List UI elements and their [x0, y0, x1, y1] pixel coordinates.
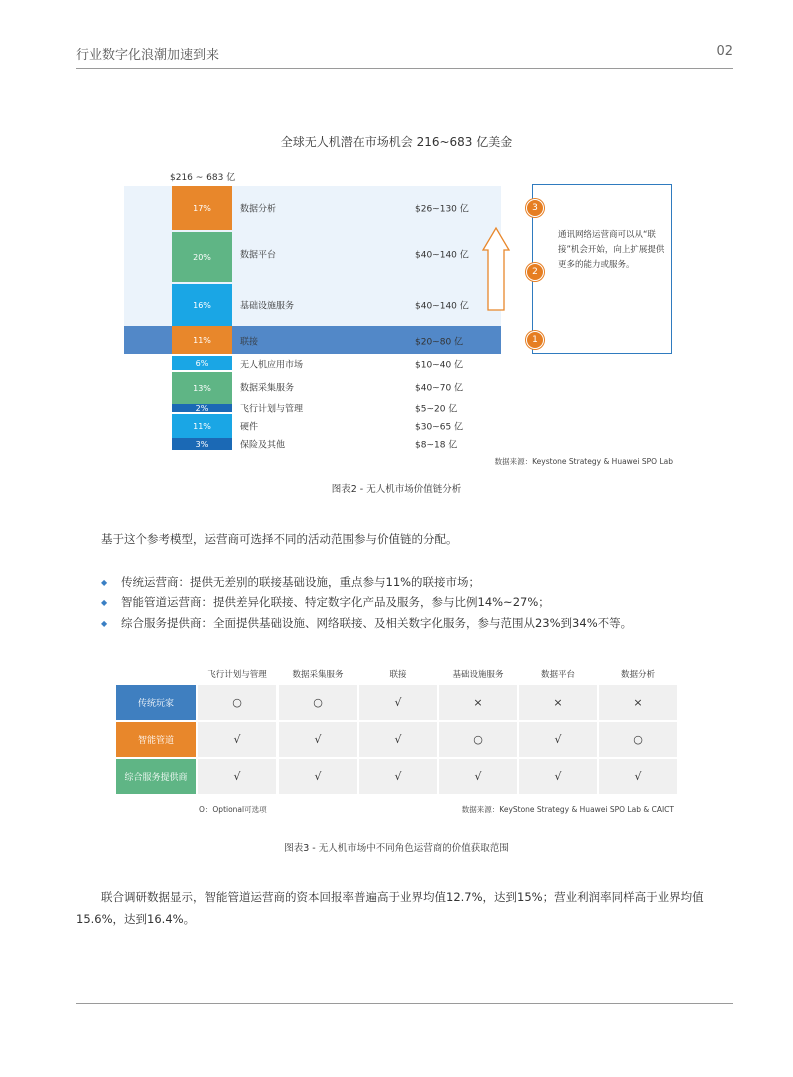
- table-column-header: 数据平台: [540, 670, 575, 680]
- table-cell: √: [439, 759, 517, 794]
- table-row-header: 综合服务提供商: [116, 759, 196, 794]
- table-cell: √: [599, 759, 677, 794]
- segment-label: 硬件: [240, 422, 259, 433]
- segment-label: 无人机应用市场: [240, 360, 304, 371]
- figure2-caption: 图表2 - 无人机市场价值链分析: [331, 484, 462, 495]
- segment-value: $30~65 亿: [415, 422, 464, 433]
- step-circle-1: 1: [526, 331, 544, 349]
- table-column-header: 数据采集服务: [292, 670, 344, 680]
- segment-percent: 11%: [193, 335, 211, 345]
- segment-label: 数据平台: [240, 250, 277, 261]
- step-circle-3: 3: [526, 199, 544, 217]
- segment-bar: [172, 232, 232, 282]
- figure3-legend-note: O：Optional可选项: [199, 805, 267, 814]
- bullet-item: 综合服务提供商：全面提供基础设施、网络联接、及相关数字化服务，参与范围从23%到34%不等。: [121, 616, 633, 630]
- segment-percent: 6%: [195, 358, 209, 368]
- segment-percent: 16%: [193, 300, 211, 310]
- figure3-source: 数据来源：KeyStone Strategy & Huawei SPO Lab & CAICT: [461, 805, 674, 814]
- segment-value: $40~140 亿: [415, 250, 469, 261]
- table-cell: √: [359, 759, 437, 794]
- table-column-header: 飞行计划与管理: [207, 670, 267, 680]
- table-cell: √: [198, 722, 276, 757]
- up-arrow-icon: [482, 226, 512, 312]
- bullet-diamond-icon: ◆: [101, 598, 108, 607]
- segment-percent: 20%: [193, 252, 211, 262]
- table-cell: √: [279, 722, 357, 757]
- segment-value: $26~130 亿: [415, 204, 469, 215]
- table-row-header: 智能管道: [116, 722, 196, 757]
- bullet-diamond-icon: ◆: [101, 578, 108, 587]
- table-cell: √: [519, 722, 597, 757]
- table-cell: √: [359, 685, 437, 720]
- segment-value: $40~70 亿: [415, 383, 464, 394]
- table-column-header: 基础设施服务: [452, 670, 504, 680]
- segment-bar: [172, 414, 232, 438]
- table-cell: ×: [519, 685, 597, 720]
- segment-label: 数据分析: [240, 204, 277, 215]
- step-circle-2: 2: [526, 263, 544, 281]
- closing-paragraph-line1: 联合调研数据显示，智能管道运营商的资本回报率普遍高于业界均值12.7%，达到15%；营业利润率同样高于业界均值: [101, 890, 704, 904]
- segment-bar: [172, 372, 232, 404]
- segment-percent: 17%: [193, 203, 211, 213]
- bullet-item: 传统运营商：提供无差别的联接基础设施，重点参与11%的联接市场；: [121, 575, 481, 589]
- table-cell: √: [279, 759, 357, 794]
- segment-label: 基础设施服务: [240, 301, 295, 312]
- segment-value: $8~18 亿: [415, 440, 458, 451]
- figure2-range-label: $216 ~ 683 亿: [170, 173, 236, 183]
- segment-value: $10~40 亿: [415, 360, 464, 371]
- segment-percent: 3%: [195, 439, 209, 449]
- segment-bar: [172, 326, 232, 354]
- table-row-header: 传统玩家: [116, 685, 196, 720]
- table-column-header: 数据分析: [620, 670, 655, 680]
- table-cell: ○: [439, 722, 517, 757]
- header-title: 行业数字化浪潮加速到来: [76, 48, 220, 63]
- segment-label: 飞行计划与管理: [240, 404, 304, 415]
- intro-paragraph: 基于这个参考模型，运营商可选择不同的活动范围参与价值链的分配。: [101, 532, 458, 546]
- table-cell: ×: [439, 685, 517, 720]
- table-cell: ○: [198, 685, 276, 720]
- footer-divider: [76, 1003, 733, 1004]
- segment-label: 联接: [240, 337, 259, 348]
- figure2-title: 全球无人机潜在市场机会 216~683 亿美金: [280, 135, 513, 149]
- segment-bar: [172, 356, 232, 370]
- table-cell: √: [519, 759, 597, 794]
- segment-bar: [172, 284, 232, 326]
- bullet-item: 智能管道运营商：提供差异化联接、特定数字化产品及服务，参与比例14%~27%；: [121, 595, 550, 609]
- table-cell: √: [198, 759, 276, 794]
- segment-value: $40~140 亿: [415, 301, 469, 312]
- segment-bar: [172, 186, 232, 230]
- header-divider: [76, 68, 733, 69]
- segment-percent: 13%: [193, 383, 211, 393]
- table-cell: ○: [599, 722, 677, 757]
- figure3-caption: 图表3 - 无人机市场中不同角色运营商的价值获取范围: [284, 843, 509, 854]
- segment-percent: 11%: [193, 421, 211, 431]
- bullet-diamond-icon: ◆: [101, 619, 108, 628]
- closing-paragraph-line2: 15.6%，达到16.4%。: [76, 912, 196, 926]
- segment-percent: 2%: [195, 403, 209, 413]
- table-cell: √: [359, 722, 437, 757]
- segment-label: 数据采集服务: [240, 383, 295, 394]
- figure2-source: 数据来源：Keystone Strategy & Huawei SPO Lab: [494, 457, 673, 466]
- segment-bar: [172, 438, 232, 450]
- callout-text: 通讯网络运营商可以从“联接”机会开始，向上扩展提供更多的能力或服务。: [558, 230, 665, 270]
- table-cell: ○: [279, 685, 357, 720]
- segment-bar: [172, 404, 232, 412]
- page-number: 02: [716, 44, 733, 59]
- table-cell: ×: [599, 685, 677, 720]
- segment-value: $5~20 亿: [415, 404, 458, 415]
- segment-label: 保险及其他: [240, 440, 286, 451]
- table-column-header: 联接: [389, 670, 407, 680]
- segment-value: $20~80 亿: [415, 337, 464, 348]
